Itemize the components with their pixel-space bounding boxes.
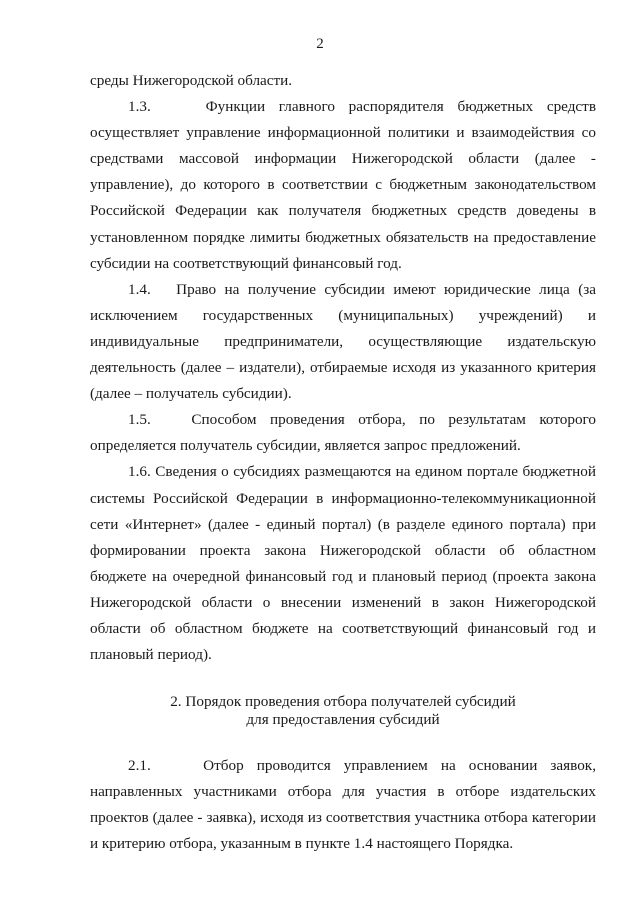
page-number: 2: [316, 36, 324, 52]
paragraph-1-3: 1.3. Функции главного распорядителя бюджетных средств осуществляет управление информационной политики и взаимодействия со средствами массовой информации Нижегородской области (далее - управление), до которого в соответствии с бюджетным законодательством Российской Федерации как получателя бюджетных средств доведены в установленном порядке лимиты бюджетных обязательств на предоставление субсидии на соответствующий финансовый год.: [90, 98, 596, 272]
paragraph-1-4: 1.4. Право на получение субсидии имеют юридические лица (за исключением государственных (муниципальных) учреждений) и индивидуальные предприниматели, осуществляющие издательскую деятельность (далее – издатели), отбираемые исходя из указанного критерия (далее – получатель субсидии).: [90, 280, 596, 403]
section-heading-line-2: для предоставления субсидий: [246, 711, 440, 729]
paragraph-1-6: 1.6. Сведения о субсидиях размещаются на едином портале бюджетной системы Российской Федерации в информационно-телекоммуникационной сети «Интернет» (далее - единый портал) (в разделе единого портала) при формировании проекта закона Нижегородской области об областном бюджете на очередной финансовый год и плановый период (проекта закона Нижегородской области о внесении изменений в закон Нижегородской области об областном бюджете на соответствующий финансовый год и плановый период).: [90, 463, 596, 664]
section-heading-line-1: 2. Порядок проведения отбора получателей субсидий: [170, 693, 516, 711]
paragraph-1-5: 1.5. Способом проведения отбора, по результатам которого определяется получатель субсидии, является запрос предложений.: [90, 411, 596, 455]
paragraph-2-1: 2.1. Отбор проводится управлением на основании заявок, направленных участниками отбора для участия в отборе издательских проектов (далее - заявка), исходя из соответствия участника отбора категории и критерию отбора, указанным в пункте 1.4 настоящего Порядка.: [90, 757, 596, 853]
document-body: [90, 68, 596, 858]
paragraph-continuation: среды Нижегородской области.: [90, 72, 293, 89]
section-heading: [90, 693, 596, 729]
